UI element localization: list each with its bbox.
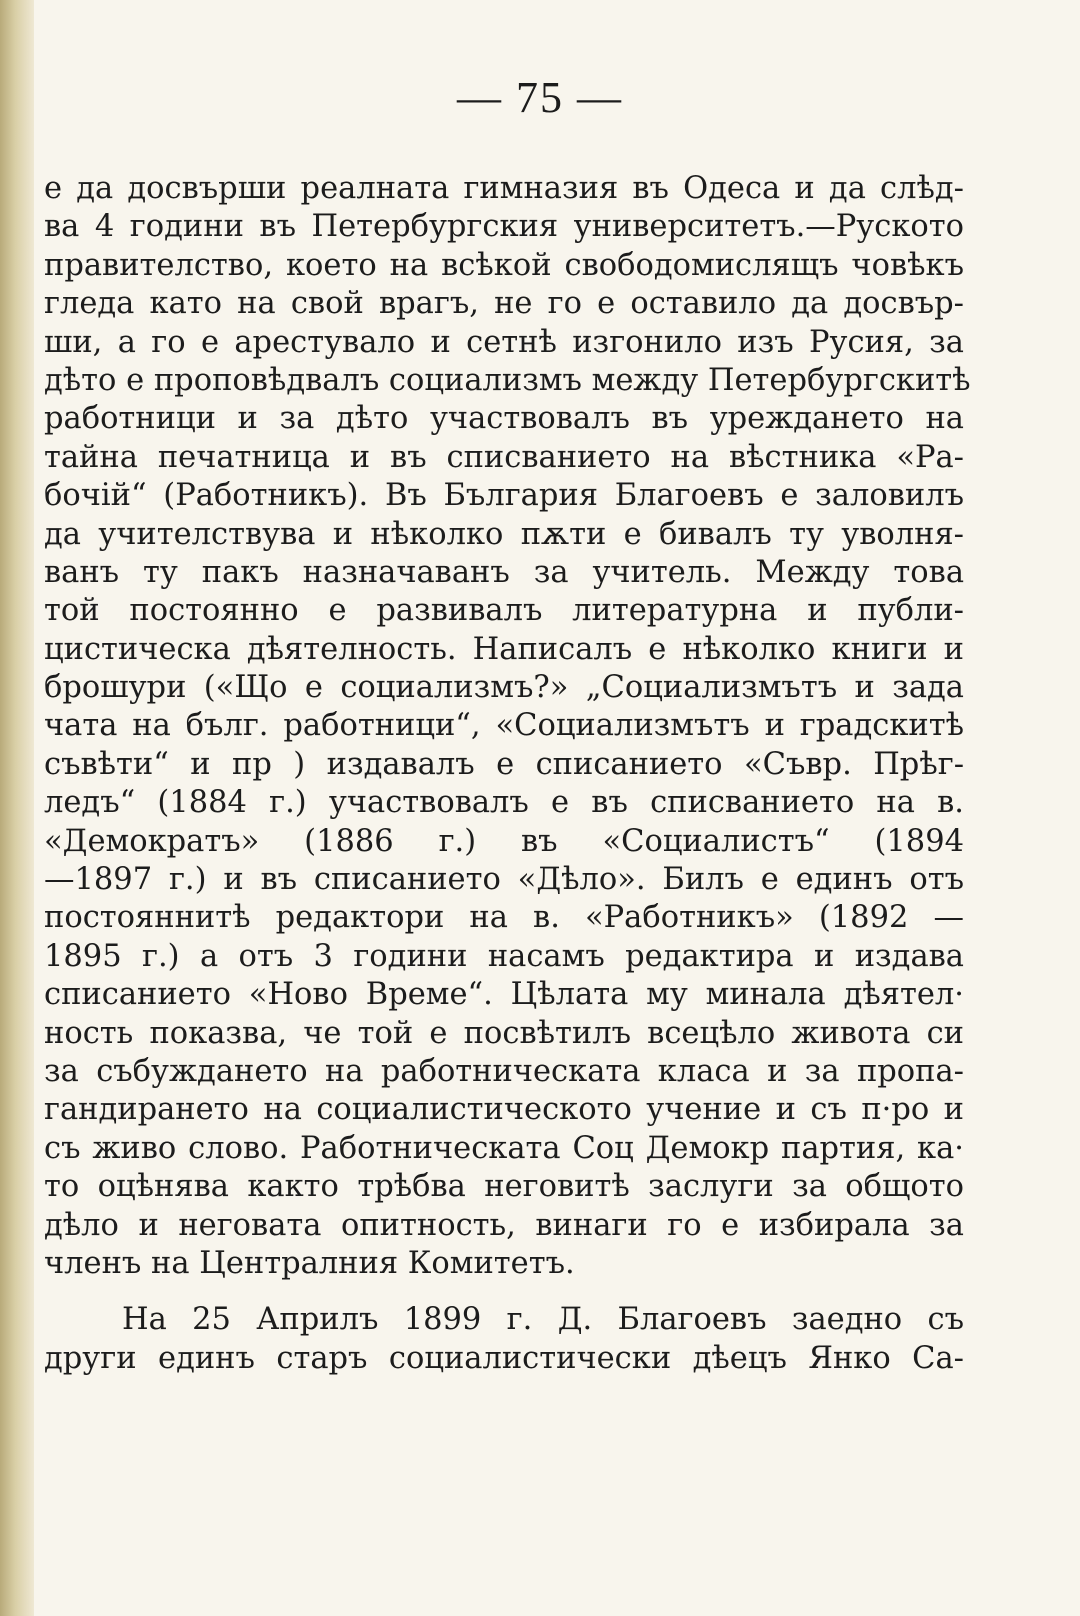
text-line: ность показва, че той е посвѣтилъ всецѣло живота си — [44, 1015, 964, 1051]
text-line: членъ на Централния Комитетъ. — [44, 1245, 575, 1281]
text-line: тайна печатница и въ списванието на вѣстника «Ра- — [44, 439, 964, 475]
text-line: то оцѣнява както трѣбва неговитѣ заслуги за общото — [44, 1169, 964, 1205]
text-line: гледа като на свой врагъ, не го е оставило да досвър- — [44, 286, 964, 322]
text-line: други единъ старъ социалистически дѣецъ Янко Са- — [44, 1340, 964, 1376]
text-line: —1897 г.) и въ списанието «Дѣло». Билъ е единъ отъ — [44, 862, 964, 898]
paragraph-2 — [44, 1301, 964, 1378]
text-line: постояннитѣ редактори на в. «Работникъ» (1892 — — [44, 900, 964, 936]
text-line: е да досвърши реалната гимназия въ Одеса и да слѣд- — [44, 171, 964, 206]
text-line: дѣто е проповѣдвалъ социализмъ между Петербургскитѣ — [44, 362, 971, 398]
paragraph-1 — [44, 170, 971, 1283]
text-line: 1895 г.) а отъ 3 години насамъ редактира и издава — [44, 938, 964, 974]
text-line: чата на бълг. работници“, «Социализмътъ и градскитѣ — [44, 708, 964, 744]
page-body — [44, 170, 971, 1378]
page-number: — 75 — — [457, 73, 623, 122]
text-line: работници и за дѣто участвовалъ въ уреждането на — [44, 401, 964, 437]
text-line: ледъ“ (1884 г.) участвовалъ е въ списванието на в. — [44, 785, 964, 821]
text-line: дѣло и неговата опитность, винаги го е избирала за — [44, 1207, 964, 1243]
text-line: правителство, което на всѣкой свободомислящъ човѣкъ — [44, 247, 964, 283]
text-line: за събуждането на работническата класа и за пропа- — [44, 1053, 964, 1089]
text-line: ши, а го е арестувало и сетнѣ изгонило изъ Русия, за — [44, 324, 964, 360]
text-line: цистическа дѣятелность. Написалъ е нѣколко книги и — [44, 631, 964, 667]
text-line: бочій“ (Работникъ). Въ България Благоевъ е заловилъ — [44, 478, 964, 514]
text-line: съ живо слово. Работническата Соц Демокр партия, ка· — [44, 1130, 964, 1166]
paragraph-gap — [44, 1283, 964, 1301]
text-line: да учителствува и нѣколко пѫти е бивалъ ту уволня- — [44, 516, 964, 552]
text-line: гандирането на социалистическото учение и съ п·ро и — [44, 1092, 964, 1128]
page-binding-edge — [0, 0, 34, 1616]
text-line: брошури («Що е социализмъ?» „Социализмътъ и зада — [44, 670, 964, 706]
text-line: списанието «Ново Време“. Цѣлата му минала дѣятел· — [44, 977, 964, 1013]
text-line: съвѣти“ и пр ) издавалъ е списанието «Съвр. Прѣг- — [44, 746, 964, 782]
text-line: той постоянно е развивалъ литературна и публи- — [44, 593, 964, 629]
text-line: ванъ ту пакъ назначаванъ за учитель. Между това — [44, 554, 964, 590]
text-line: «Демократъ» (1886 г.) въ «Социалистъ“ (1894 — [44, 823, 964, 859]
text-line: ва 4 години въ Петербургския университетъ.—Руското — [44, 209, 964, 245]
text-line: На 25 Априлъ 1899 г. Д. Благоевъ заедно съ — [122, 1302, 964, 1338]
